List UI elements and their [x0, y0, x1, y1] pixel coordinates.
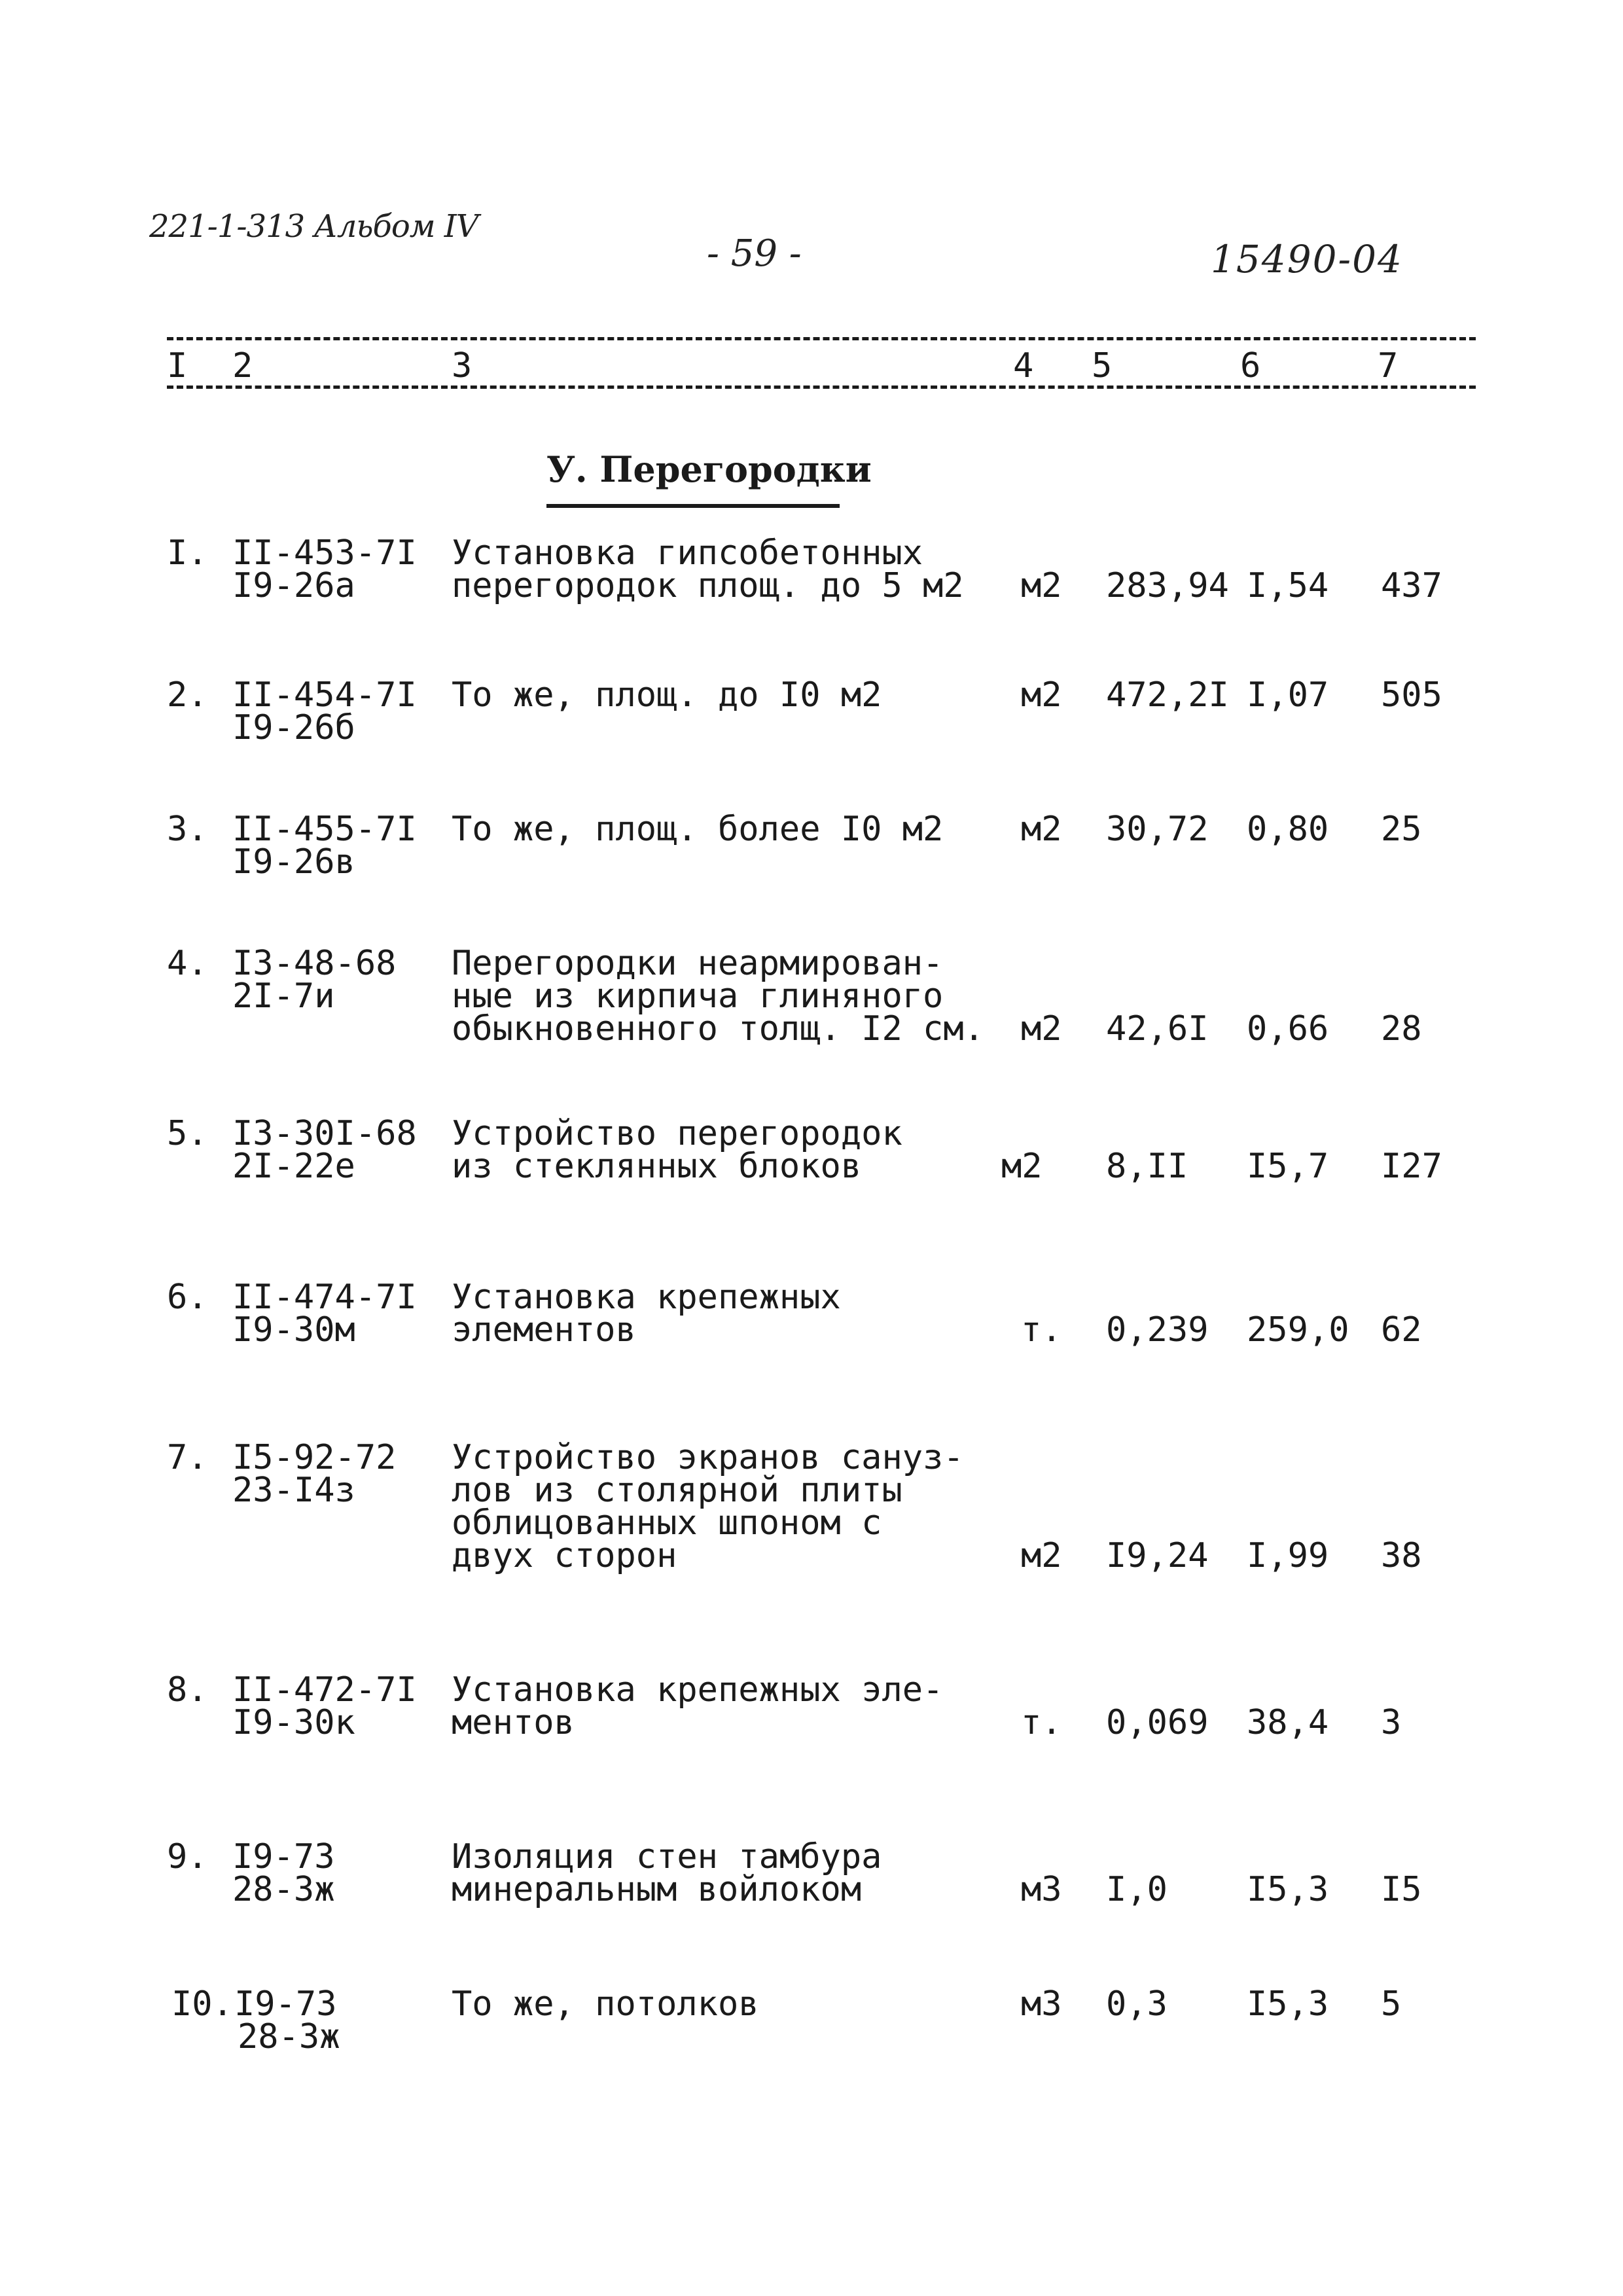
unit-of-measure: м2 [1001, 1147, 1043, 1186]
price-code: I9-26в [232, 842, 355, 882]
norm-code: II-454-7I [232, 675, 417, 715]
quantity: 472,2I [1106, 675, 1229, 715]
unit-price: I,54 [1247, 566, 1329, 605]
total-cost: 25 [1381, 810, 1422, 849]
work-description-line: минеральным войлоком [452, 1870, 862, 1909]
page-number: - 59 - [707, 232, 802, 275]
work-description-line: Изоляция стен тамбура [452, 1837, 882, 1876]
work-description-line: из стеклянных блоков [452, 1147, 862, 1186]
total-cost: 505 [1381, 675, 1442, 715]
work-description-line: облицованных шпоном с [452, 1503, 882, 1543]
column-number-1: I [167, 346, 188, 386]
unit-of-measure: м2 [1021, 675, 1062, 715]
total-cost: 38 [1381, 1536, 1422, 1575]
row-number: 2. [167, 675, 208, 715]
column-number-row [167, 331, 1476, 396]
price-code: 28-3ж [232, 1870, 335, 1909]
price-code: 23-I4з [232, 1471, 355, 1510]
dashed-rule-bottom [167, 386, 1476, 389]
norm-code: I3-48-68 [232, 944, 397, 983]
total-cost: 28 [1381, 1009, 1422, 1049]
unit-price: I5,7 [1247, 1147, 1329, 1186]
row-number: 3. [167, 810, 208, 849]
column-number-2: 2 [232, 346, 253, 386]
work-description-line: перегородок площ. до 5 м2 [452, 566, 964, 605]
norm-code: I9-73 [234, 1984, 337, 2024]
quantity: 0,069 [1106, 1703, 1209, 1742]
price-code: I9-26а [232, 566, 355, 605]
norm-code: II-472-7I [232, 1670, 417, 1710]
row-number: 5. [167, 1114, 208, 1153]
column-number-6: 6 [1240, 346, 1261, 386]
document-number: 15490-04 [1211, 237, 1403, 281]
work-description-line: То же, площ. до I0 м2 [452, 675, 882, 715]
total-cost: I27 [1381, 1147, 1442, 1186]
dashed-rule-top [167, 337, 1476, 340]
unit-of-measure: м2 [1021, 810, 1062, 849]
work-description-line: Установка гипсобетонных [452, 533, 923, 573]
row-number: 6. [167, 1278, 208, 1317]
row-number: 7. [167, 1438, 208, 1477]
work-description-line: То же, потолков [452, 1984, 759, 2024]
norm-code: II-455-7I [232, 810, 417, 849]
work-description-line: лов из столярной плиты [452, 1471, 902, 1510]
unit-price: I5,3 [1247, 1870, 1329, 1909]
unit-price: I,99 [1247, 1536, 1329, 1575]
price-code: I9-26б [232, 708, 355, 747]
row-number: I0. [171, 1984, 233, 2024]
section-title: У. Перегородки [546, 448, 872, 490]
price-code: I9-30к [232, 1703, 355, 1742]
total-cost: 437 [1381, 566, 1442, 605]
quantity: 30,72 [1106, 810, 1209, 849]
work-description-line: Установка крепежных эле- [452, 1670, 944, 1710]
norm-code: II-474-7I [232, 1278, 417, 1317]
quantity: 0,3 [1106, 1984, 1168, 2024]
column-number-3: 3 [452, 346, 473, 386]
quantity: 42,6I [1106, 1009, 1209, 1049]
row-number: 8. [167, 1670, 208, 1710]
price-code: 2I-22е [232, 1147, 355, 1186]
total-cost: 3 [1381, 1703, 1402, 1742]
column-number-7: 7 [1378, 346, 1399, 386]
row-number: I. [167, 533, 208, 573]
unit-of-measure: т. [1021, 1310, 1062, 1350]
work-description-line: Установка крепежных [452, 1278, 841, 1317]
row-number: 4. [167, 944, 208, 983]
norm-code: II-453-7I [232, 533, 417, 573]
unit-of-measure: м3 [1021, 1984, 1062, 2024]
work-description-line: Устройство экранов сануз- [452, 1438, 964, 1477]
unit-price: I,07 [1247, 675, 1329, 715]
unit-price: 259,0 [1247, 1310, 1349, 1350]
unit-of-measure: т. [1021, 1703, 1062, 1742]
document-code: 221-1-313 Альбом IV [149, 208, 478, 245]
price-code: 28-3ж [238, 2017, 340, 2056]
column-number-4: 4 [1013, 346, 1034, 386]
unit-price: 38,4 [1247, 1703, 1329, 1742]
work-description-line: обыкновенного толщ. I2 см. [452, 1009, 984, 1049]
quantity: 0,239 [1106, 1310, 1209, 1350]
work-description-line: Перегородки неармирован- [452, 944, 944, 983]
quantity: 283,94 [1106, 566, 1229, 605]
unit-price: 0,66 [1247, 1009, 1329, 1049]
norm-code: I9-73 [232, 1837, 335, 1876]
work-description-line: То же, площ. более I0 м2 [452, 810, 944, 849]
row-number: 9. [167, 1837, 208, 1876]
unit-of-measure: м3 [1021, 1870, 1062, 1909]
work-description-line: Устройство перегородок [452, 1114, 902, 1153]
norm-code: I5-92-72 [232, 1438, 397, 1477]
quantity: I9,24 [1106, 1536, 1209, 1575]
work-description-line: ментов [452, 1703, 575, 1742]
unit-of-measure: м2 [1021, 1009, 1062, 1049]
unit-of-measure: м2 [1021, 566, 1062, 605]
price-code: 2I-7и [232, 977, 335, 1016]
total-cost: 5 [1381, 1984, 1402, 2024]
total-cost: I5 [1381, 1870, 1422, 1909]
quantity: 8,II [1106, 1147, 1188, 1186]
unit-of-measure: м2 [1021, 1536, 1062, 1575]
quantity: I,0 [1106, 1870, 1168, 1909]
unit-price: I5,3 [1247, 1984, 1329, 2024]
total-cost: 62 [1381, 1310, 1422, 1350]
section-title-underline [546, 504, 840, 508]
unit-price: 0,80 [1247, 810, 1329, 849]
column-number-5: 5 [1092, 346, 1113, 386]
work-description-line: двух сторон [452, 1536, 677, 1575]
work-description-line: ные из кирпича глиняного [452, 977, 944, 1016]
norm-code: I3-30I-68 [232, 1114, 417, 1153]
price-code: I9-30м [232, 1310, 355, 1350]
work-description-line: элементов [452, 1310, 636, 1350]
